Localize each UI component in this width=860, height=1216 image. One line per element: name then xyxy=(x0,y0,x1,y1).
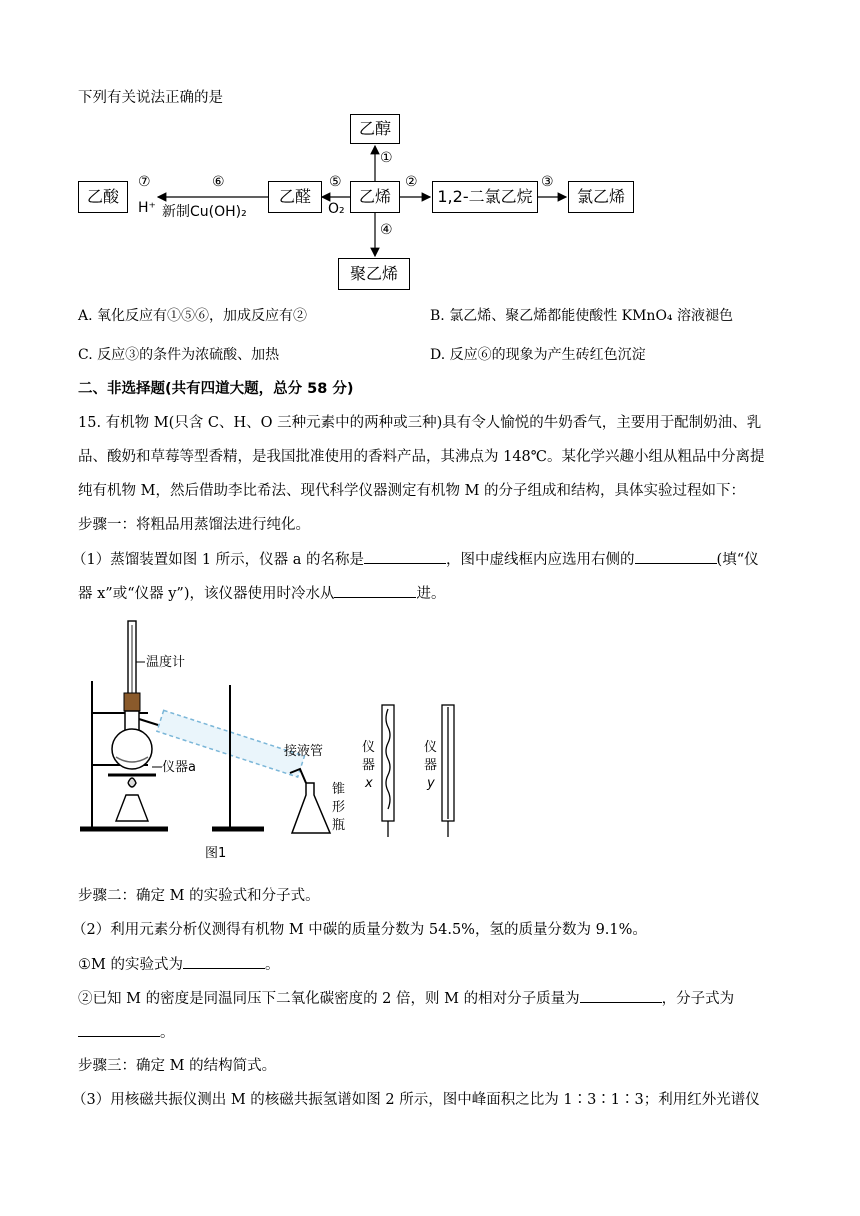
part1-text-a: （1）蒸馏装置如图 1 所示，仪器 a 的名称是 xyxy=(72,552,365,568)
label-thermometer: 温度计 xyxy=(146,655,186,670)
node-acetaldehyde: 乙醛 xyxy=(268,181,322,213)
label-reaction-4: ④ xyxy=(380,222,393,238)
q15-line3: 纯有机物 M，然后借助李比希法、现代科学仪器测定有机物 M 的分子组成和结构，具体实验过程如下： xyxy=(78,483,746,499)
instrument-x xyxy=(382,705,394,837)
part2-2-text-b: ，分子式为 xyxy=(661,991,735,1007)
part2-2 xyxy=(78,988,734,1009)
q15-line1: 15. 有机物 M(只含 C、H、O 三种元素中的两种或三种)具有令人愉悦的牛奶香气，主要用于配制奶油、乳 xyxy=(78,415,762,431)
part1-text-b: ，图中虚线框内应选用右侧的 xyxy=(446,552,635,568)
label-reaction-7: ⑦ xyxy=(138,174,151,190)
node-ethylene: 乙烯 xyxy=(350,181,400,213)
label-x-3: x xyxy=(365,776,373,791)
scheme-arrows xyxy=(0,0,860,300)
answer-blank-6[interactable] xyxy=(78,1022,160,1037)
label-y-2: 器 xyxy=(424,758,438,773)
node-acetic-acid: 乙酸 xyxy=(78,181,128,213)
part1-text-c: (填“仪 xyxy=(716,552,759,568)
figure-caption: 图1 xyxy=(205,846,227,861)
label-reaction-3: ③ xyxy=(541,174,554,190)
option-b: B. 氯乙烯、聚乙烯都能使酸性 KMnO₄ 溶液褪色 xyxy=(430,308,733,324)
stopper xyxy=(124,693,140,711)
part1-text-e: 进。 xyxy=(416,586,446,602)
part1-text-d: 器 x”或“仪器 y”)，该仪器使用时冷水从 xyxy=(78,586,335,602)
part2-intro: （2）利用元素分析仪测得有机物 M 中碳的质量分数为 54.5%，氢的质量分数为 9.1%。 xyxy=(72,922,647,938)
figure-1-distillation xyxy=(0,615,860,875)
label-x-2: 器 xyxy=(362,758,376,773)
label-reaction-6: ⑥ xyxy=(212,174,225,190)
conical-flask xyxy=(292,783,330,833)
label-cu-oh2: 新制Cu(OH)₂ xyxy=(162,204,247,220)
label-reaction-5: ⑤ xyxy=(329,174,342,190)
part1-line1 xyxy=(72,549,759,570)
label-o2: O₂ xyxy=(328,201,345,217)
label-x-1: 仪 xyxy=(362,740,376,755)
label-adapter: 接液管 xyxy=(284,744,324,759)
q15-line2: 品、酸奶和草莓等型香精，是我国批准使用的香料产品，其沸点为 148℃。某化学兴趣小组从粗品中分离提 xyxy=(78,449,765,465)
option-d: D. 反应⑥的现象为产生砖红色沉淀 xyxy=(430,347,646,363)
question-stem: 下列有关说法正确的是 xyxy=(78,90,223,106)
part2-2-end: 。 xyxy=(160,1025,175,1041)
part2-1 xyxy=(78,954,279,975)
step1: 步骤一：将粗品用蒸馏法进行纯化。 xyxy=(78,517,310,533)
label-flask-2-char-1: 锥 xyxy=(332,782,346,797)
step3: 步骤三：确定 M 的结构简式。 xyxy=(78,1058,277,1074)
option-a: A. 氧化反应有①⑤⑥，加成反应有② xyxy=(78,308,308,324)
node-ethanol: 乙醇 xyxy=(350,114,400,144)
label-flask-a: 仪器a xyxy=(162,760,196,775)
node-dichloroethane: 1,2-二氯乙烷 xyxy=(432,181,538,213)
label-flask-2-char-2: 形 xyxy=(332,800,346,815)
node-vinyl-chloride: 氯乙烯 xyxy=(568,181,634,213)
part2-1-text: ①M 的实验式为 xyxy=(78,957,183,973)
answer-blank-4[interactable] xyxy=(183,954,265,969)
answer-blank-2[interactable] xyxy=(635,549,717,564)
section-title: 二、非选择题(共有四道大题，总分 58 分) xyxy=(78,381,354,397)
part3: （3）用核磁共振仪测出 M 的核磁共振氢谱如图 2 所示，图中峰面积之比为 1∶3∶1∶3；利用红外光谱仪 xyxy=(72,1092,760,1108)
label-h-plus: H⁺ xyxy=(138,200,156,216)
step2: 步骤二：确定 M 的实验式和分子式。 xyxy=(78,888,320,904)
label-reaction-1: ① xyxy=(380,150,393,166)
label-reaction-2: ② xyxy=(405,174,418,190)
burner xyxy=(108,775,156,821)
part2-1-end: 。 xyxy=(264,957,280,973)
instrument-y xyxy=(442,705,454,837)
label-y-1: 仪 xyxy=(424,740,438,755)
node-polyethylene: 聚乙烯 xyxy=(338,258,410,290)
label-flask-2-char-3: 瓶 xyxy=(332,818,346,833)
part1-line2 xyxy=(78,583,445,604)
label-y-3: y xyxy=(427,776,435,791)
answer-blank-1[interactable] xyxy=(364,549,446,564)
answer-blank-5[interactable] xyxy=(580,988,662,1003)
part2-2-text-a: ②已知 M 的密度是同温同压下二氧化碳密度的 2 倍，则 M 的相对分子质量为 xyxy=(78,991,580,1007)
option-c: C. 反应③的条件为浓硫酸、加热 xyxy=(78,347,280,363)
answer-blank-3[interactable] xyxy=(334,583,416,598)
flask-a xyxy=(112,711,152,769)
part2-2-cont xyxy=(78,1022,175,1043)
